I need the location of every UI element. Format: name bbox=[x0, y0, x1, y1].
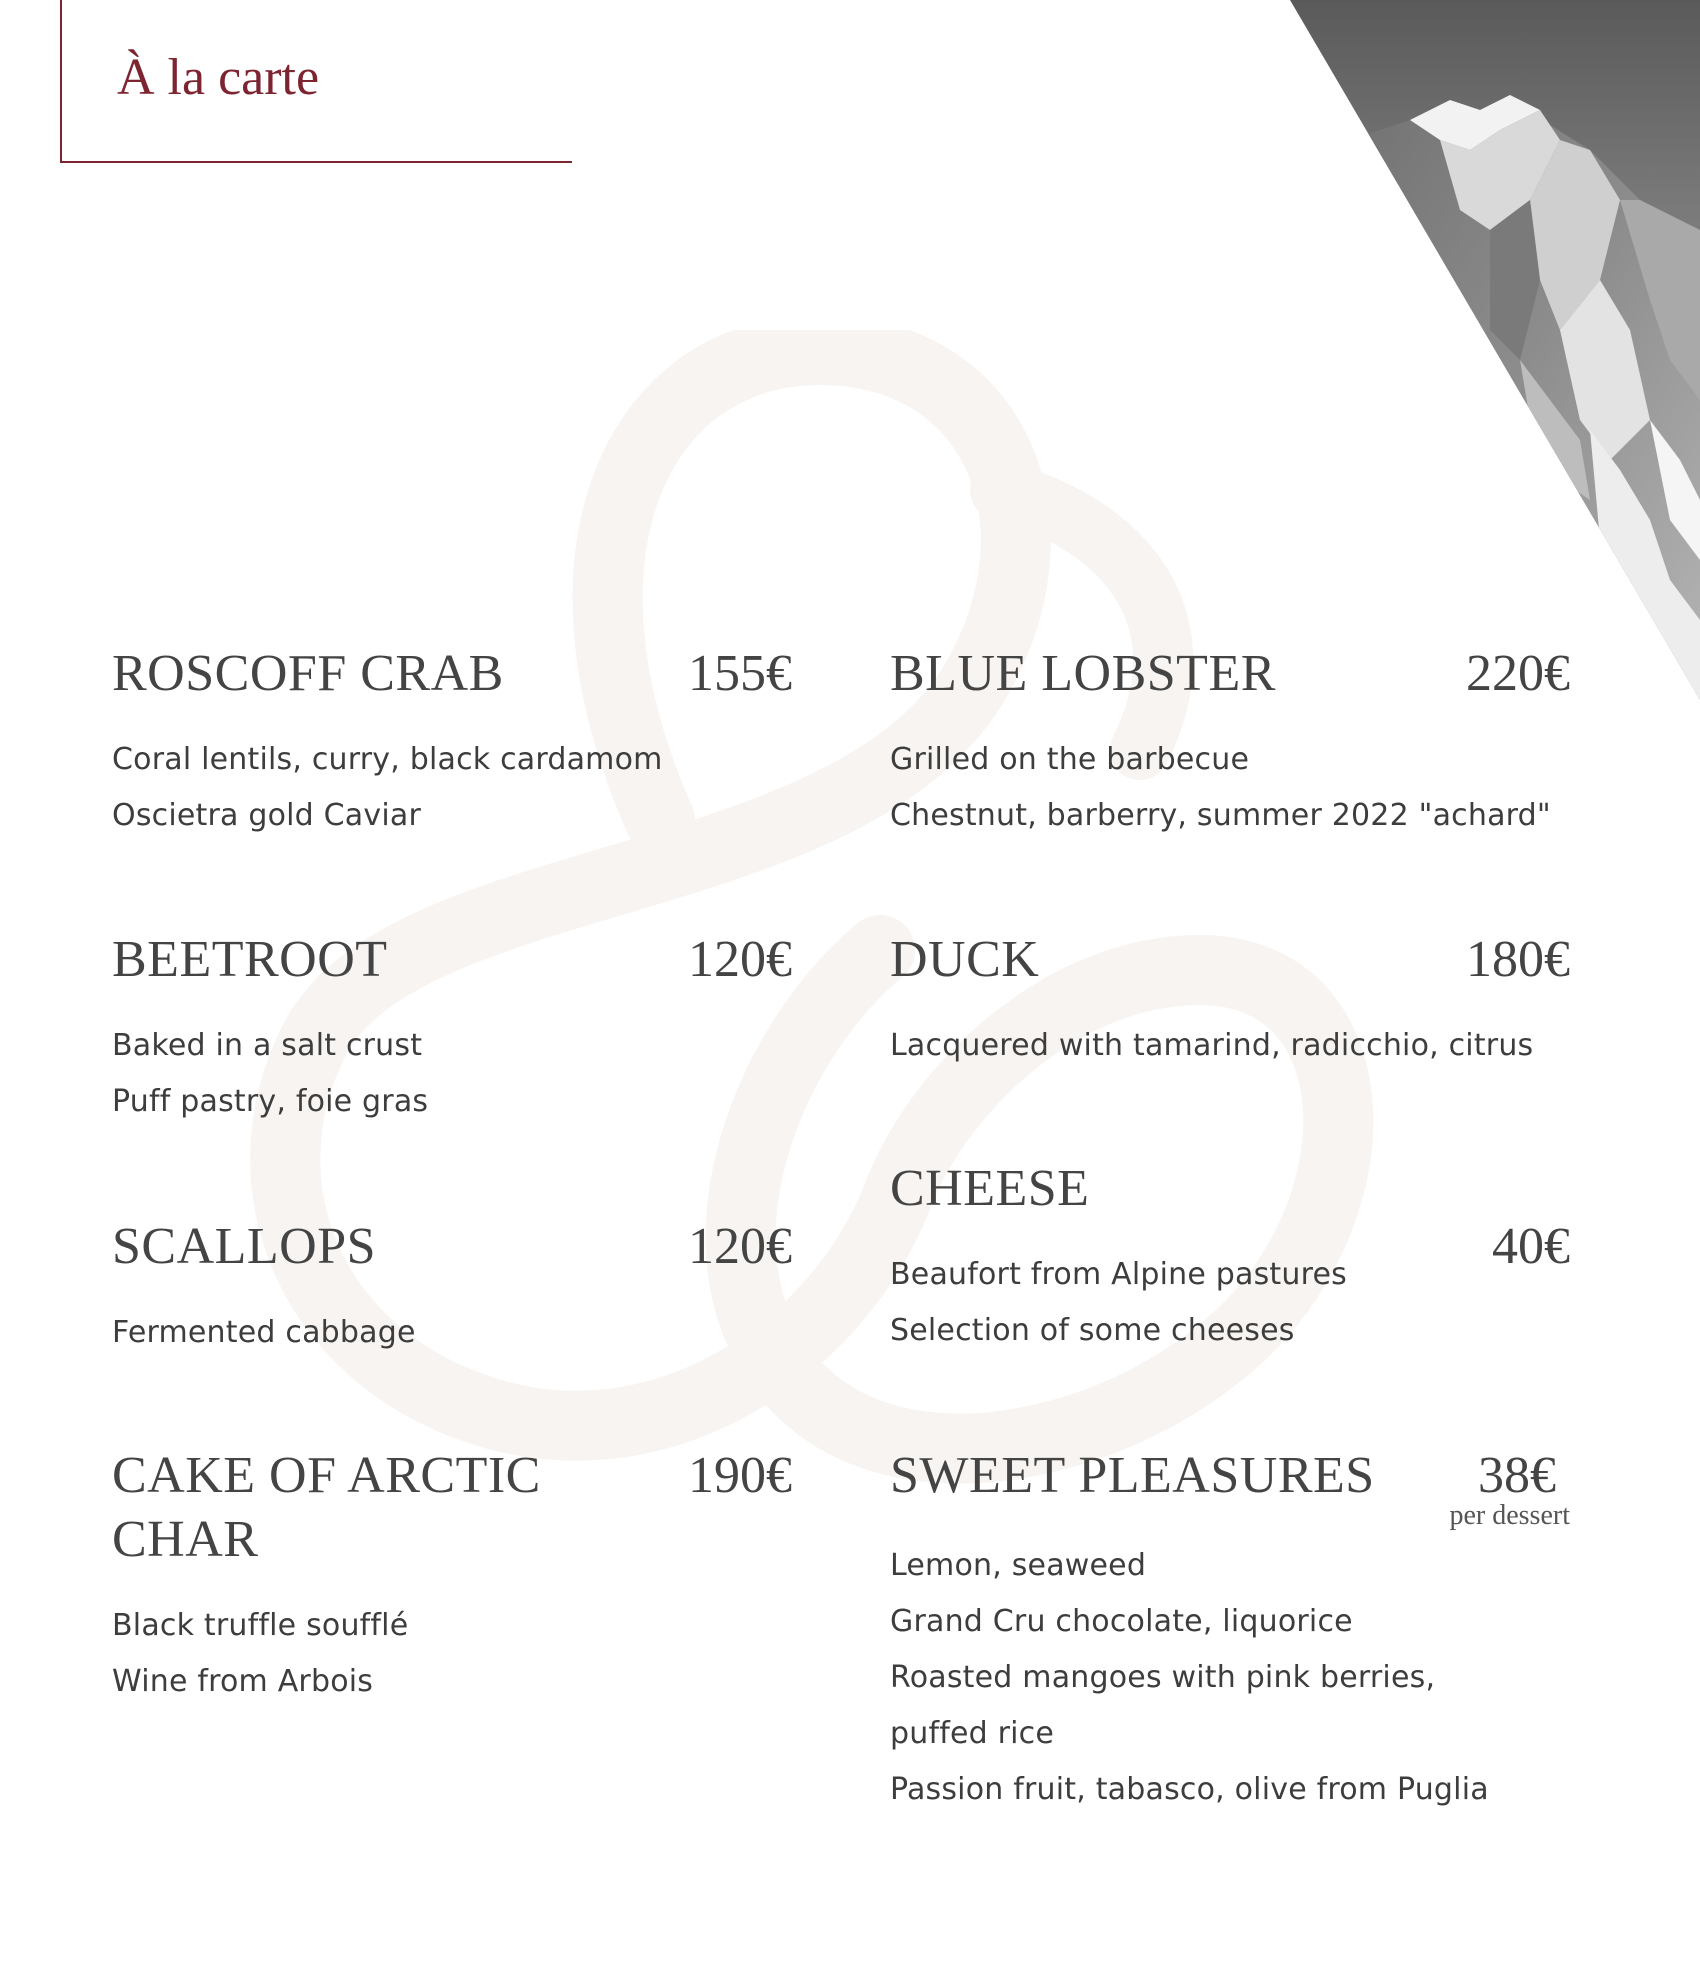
header-frame bbox=[60, 0, 572, 163]
description-line: puffed rice bbox=[890, 1716, 1055, 1751]
description-line: Grilled on the barbecue bbox=[890, 742, 1250, 777]
dish-name: SCALLOPS bbox=[112, 1218, 377, 1275]
page-title: À la carte bbox=[117, 49, 320, 106]
dish-name: ROSCOFF CRAB bbox=[112, 645, 504, 702]
menu-item-duck bbox=[890, 928, 1582, 1078]
description-line: Roasted mangoes with pink berries, bbox=[890, 1660, 1436, 1695]
dish-price: 190€ bbox=[688, 1447, 792, 1504]
description-line: Lacquered with tamarind, radicchio, citrus bbox=[890, 1028, 1534, 1063]
description-line: Baked in a salt crust bbox=[112, 1028, 423, 1063]
dish-price: 180€ bbox=[1466, 931, 1570, 988]
dish-name: SWEET PLEASURES bbox=[890, 1447, 1375, 1504]
dish-description bbox=[112, 1305, 416, 1361]
dish-name: BLUE LOBSTER bbox=[890, 645, 1276, 702]
description-line: Oscietra gold Caviar bbox=[112, 798, 421, 833]
menu-item-sweet-pleasures bbox=[890, 1444, 1582, 1824]
menu-item-cheese bbox=[890, 1157, 1582, 1377]
dish-price: 40€ bbox=[1492, 1218, 1570, 1275]
dish-price: 120€ bbox=[688, 931, 792, 988]
dish-description bbox=[112, 1598, 408, 1710]
menu-item-beetroot bbox=[112, 928, 792, 1128]
dish-name: CAKE OF ARCTIC CHAR bbox=[112, 1447, 541, 1568]
menu-item-cake-of-arctic-char bbox=[112, 1444, 792, 1714]
description-line: Coral lentils, curry, black cardamom bbox=[112, 742, 663, 777]
dish-price: 220€ bbox=[1466, 645, 1570, 702]
description-line: Fermented cabbage bbox=[112, 1315, 416, 1350]
menu-item-scallops bbox=[112, 1215, 792, 1365]
description-line: Beaufort from Alpine pastures bbox=[890, 1257, 1347, 1292]
description-line: Wine from Arbois bbox=[112, 1664, 374, 1699]
menu-item-blue-lobster bbox=[890, 642, 1582, 842]
price-note: per dessert bbox=[1449, 1500, 1570, 1531]
dish-name: CHEESE bbox=[890, 1160, 1090, 1217]
description-line: Black truffle soufflé bbox=[112, 1608, 409, 1643]
dish-description bbox=[112, 1018, 428, 1130]
dish-description bbox=[890, 1247, 1347, 1359]
dish-description bbox=[112, 732, 663, 844]
dish-price: 155€ bbox=[688, 645, 792, 702]
dish-description bbox=[890, 1018, 1533, 1074]
dish-price: 120€ bbox=[688, 1218, 792, 1275]
dish-name: BEETROOT bbox=[112, 931, 388, 988]
description-line: Grand Cru chocolate, liquorice bbox=[890, 1604, 1353, 1639]
description-line: Lemon, seaweed bbox=[890, 1548, 1147, 1583]
description-line: Passion fruit, tabasco, olive from Puglia bbox=[890, 1772, 1489, 1807]
dish-description bbox=[890, 1538, 1489, 1818]
mountain-photo bbox=[1290, 0, 1700, 700]
dish-description bbox=[890, 732, 1551, 844]
description-line: Puff pastry, foie gras bbox=[112, 1084, 429, 1119]
menu-item-roscoff-crab bbox=[112, 642, 792, 842]
dish-name: DUCK bbox=[890, 931, 1040, 988]
description-line: Selection of some cheeses bbox=[890, 1313, 1295, 1348]
dish-price: 38€ bbox=[1478, 1447, 1556, 1504]
description-line: Chestnut, barberry, summer 2022 "achard" bbox=[890, 798, 1551, 833]
